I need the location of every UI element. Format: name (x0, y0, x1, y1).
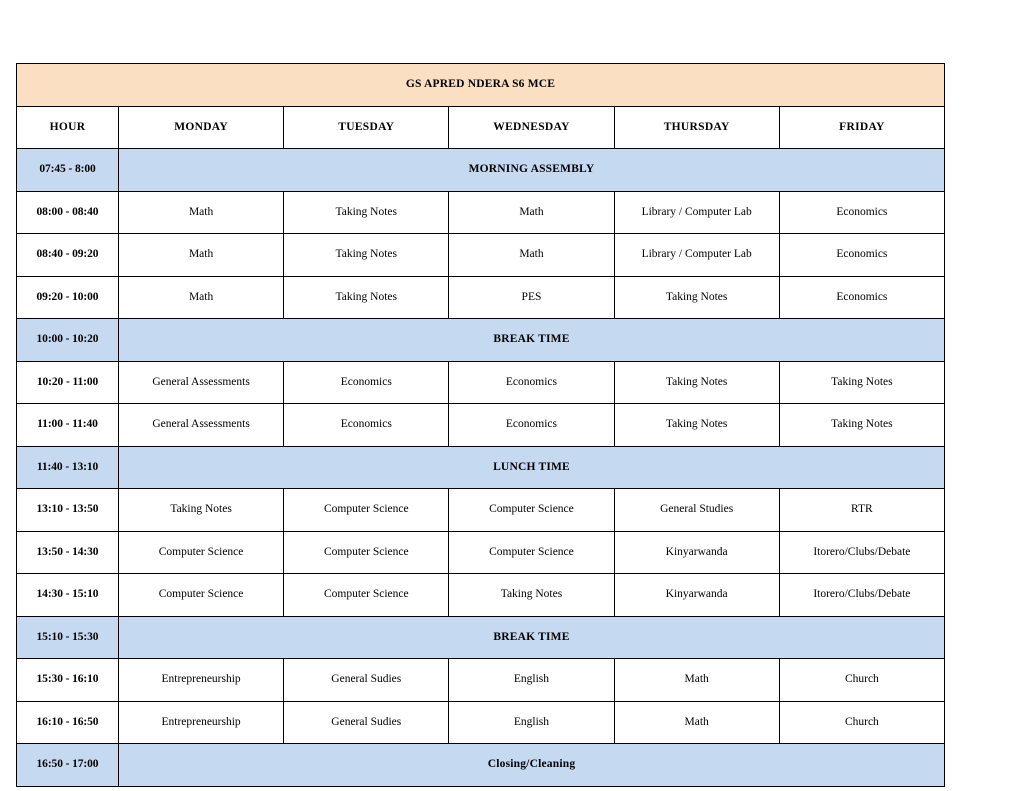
table-row (17, 276, 945, 319)
subject-cell: General Sudies (284, 659, 449, 702)
table-row (17, 531, 945, 574)
subject-cell: Entrepreneurship (119, 659, 284, 702)
table-row (17, 404, 945, 447)
subject-cell: Taking Notes (284, 191, 449, 234)
hour-cell: 08:40 - 09:20 (17, 234, 119, 277)
table-row (17, 234, 945, 277)
timetable-sheet (16, 63, 944, 787)
subject-cell: General Sudies (284, 701, 449, 744)
subject-cell: Math (614, 659, 779, 702)
hour-cell: 11:00 - 11:40 (17, 404, 119, 447)
subject-cell: Economics (284, 404, 449, 447)
column-header: MONDAY (119, 106, 284, 149)
column-header: THURSDAY (614, 106, 779, 149)
subject-cell: Computer Science (284, 531, 449, 574)
hour-cell: 16:10 - 16:50 (17, 701, 119, 744)
subject-cell: Church (779, 659, 944, 702)
subject-cell: Economics (449, 404, 614, 447)
subject-cell: Church (779, 701, 944, 744)
subject-cell: Computer Science (284, 574, 449, 617)
span-label-cell: BREAK TIME (119, 616, 945, 659)
subject-cell: Economics (284, 361, 449, 404)
hour-cell: 13:50 - 14:30 (17, 531, 119, 574)
hour-cell: 09:20 - 10:00 (17, 276, 119, 319)
subject-cell: Math (449, 234, 614, 277)
subject-cell: Taking Notes (614, 276, 779, 319)
subject-cell: Computer Science (449, 531, 614, 574)
subject-cell: English (449, 659, 614, 702)
subject-cell: Entrepreneurship (119, 701, 284, 744)
subject-cell: Economics (779, 191, 944, 234)
hour-cell: 13:10 - 13:50 (17, 489, 119, 532)
subject-cell: Math (449, 191, 614, 234)
subject-cell: Computer Science (119, 574, 284, 617)
subject-cell: Economics (779, 234, 944, 277)
subject-cell: Economics (779, 276, 944, 319)
subject-cell: Math (614, 701, 779, 744)
span-label-cell: BREAK TIME (119, 319, 945, 362)
hour-cell: 15:10 - 15:30 (17, 616, 119, 659)
table-row (17, 319, 945, 362)
subject-cell: General Studies (614, 489, 779, 532)
column-header: TUESDAY (284, 106, 449, 149)
table-row (17, 744, 945, 787)
subject-cell: General Assessments (119, 361, 284, 404)
subject-cell: Kinyarwanda (614, 574, 779, 617)
span-label-cell: MORNING ASSEMBLY (119, 149, 945, 192)
table-row (17, 361, 945, 404)
span-label-cell: LUNCH TIME (119, 446, 945, 489)
span-label-cell: Closing/Cleaning (119, 744, 945, 787)
table-row (17, 659, 945, 702)
table-row (17, 701, 945, 744)
column-header: FRIDAY (779, 106, 944, 149)
timetable-title-row (17, 64, 945, 107)
subject-cell: Taking Notes (614, 361, 779, 404)
table-row (17, 446, 945, 489)
subject-cell: Taking Notes (449, 574, 614, 617)
hour-cell: 07:45 - 8:00 (17, 149, 119, 192)
hour-cell: 15:30 - 16:10 (17, 659, 119, 702)
page-title: GS APRED NDERA S6 MCE (17, 64, 945, 107)
subject-cell: Taking Notes (779, 361, 944, 404)
subject-cell: General Assessments (119, 404, 284, 447)
subject-cell: Itorero/Clubs/Debate (779, 574, 944, 617)
hour-cell: 10:00 - 10:20 (17, 319, 119, 362)
hour-cell: 08:00 - 08:40 (17, 191, 119, 234)
subject-cell: Taking Notes (284, 276, 449, 319)
hour-cell: 10:20 - 11:00 (17, 361, 119, 404)
subject-cell: Taking Notes (614, 404, 779, 447)
subject-cell: Taking Notes (779, 404, 944, 447)
subject-cell: Computer Science (284, 489, 449, 532)
table-row (17, 149, 945, 192)
subject-cell: Taking Notes (284, 234, 449, 277)
subject-cell: Economics (449, 361, 614, 404)
column-header: WEDNESDAY (449, 106, 614, 149)
subject-cell: Kinyarwanda (614, 531, 779, 574)
table-row (17, 574, 945, 617)
subject-cell: Computer Science (449, 489, 614, 532)
subject-cell: Math (119, 276, 284, 319)
table-row (17, 616, 945, 659)
hour-cell: 14:30 - 15:10 (17, 574, 119, 617)
column-header: HOUR (17, 106, 119, 149)
subject-cell: English (449, 701, 614, 744)
subject-cell: Math (119, 191, 284, 234)
hour-cell: 16:50 - 17:00 (17, 744, 119, 787)
subject-cell: Library / Computer Lab (614, 191, 779, 234)
subject-cell: Math (119, 234, 284, 277)
subject-cell: Computer Science (119, 531, 284, 574)
subject-cell: PES (449, 276, 614, 319)
table-row (17, 489, 945, 532)
subject-cell: Taking Notes (119, 489, 284, 532)
timetable-header-row (17, 106, 945, 149)
subject-cell: Itorero/Clubs/Debate (779, 531, 944, 574)
subject-cell: RTR (779, 489, 944, 532)
table-row (17, 191, 945, 234)
subject-cell: Library / Computer Lab (614, 234, 779, 277)
hour-cell: 11:40 - 13:10 (17, 446, 119, 489)
timetable (16, 63, 945, 787)
